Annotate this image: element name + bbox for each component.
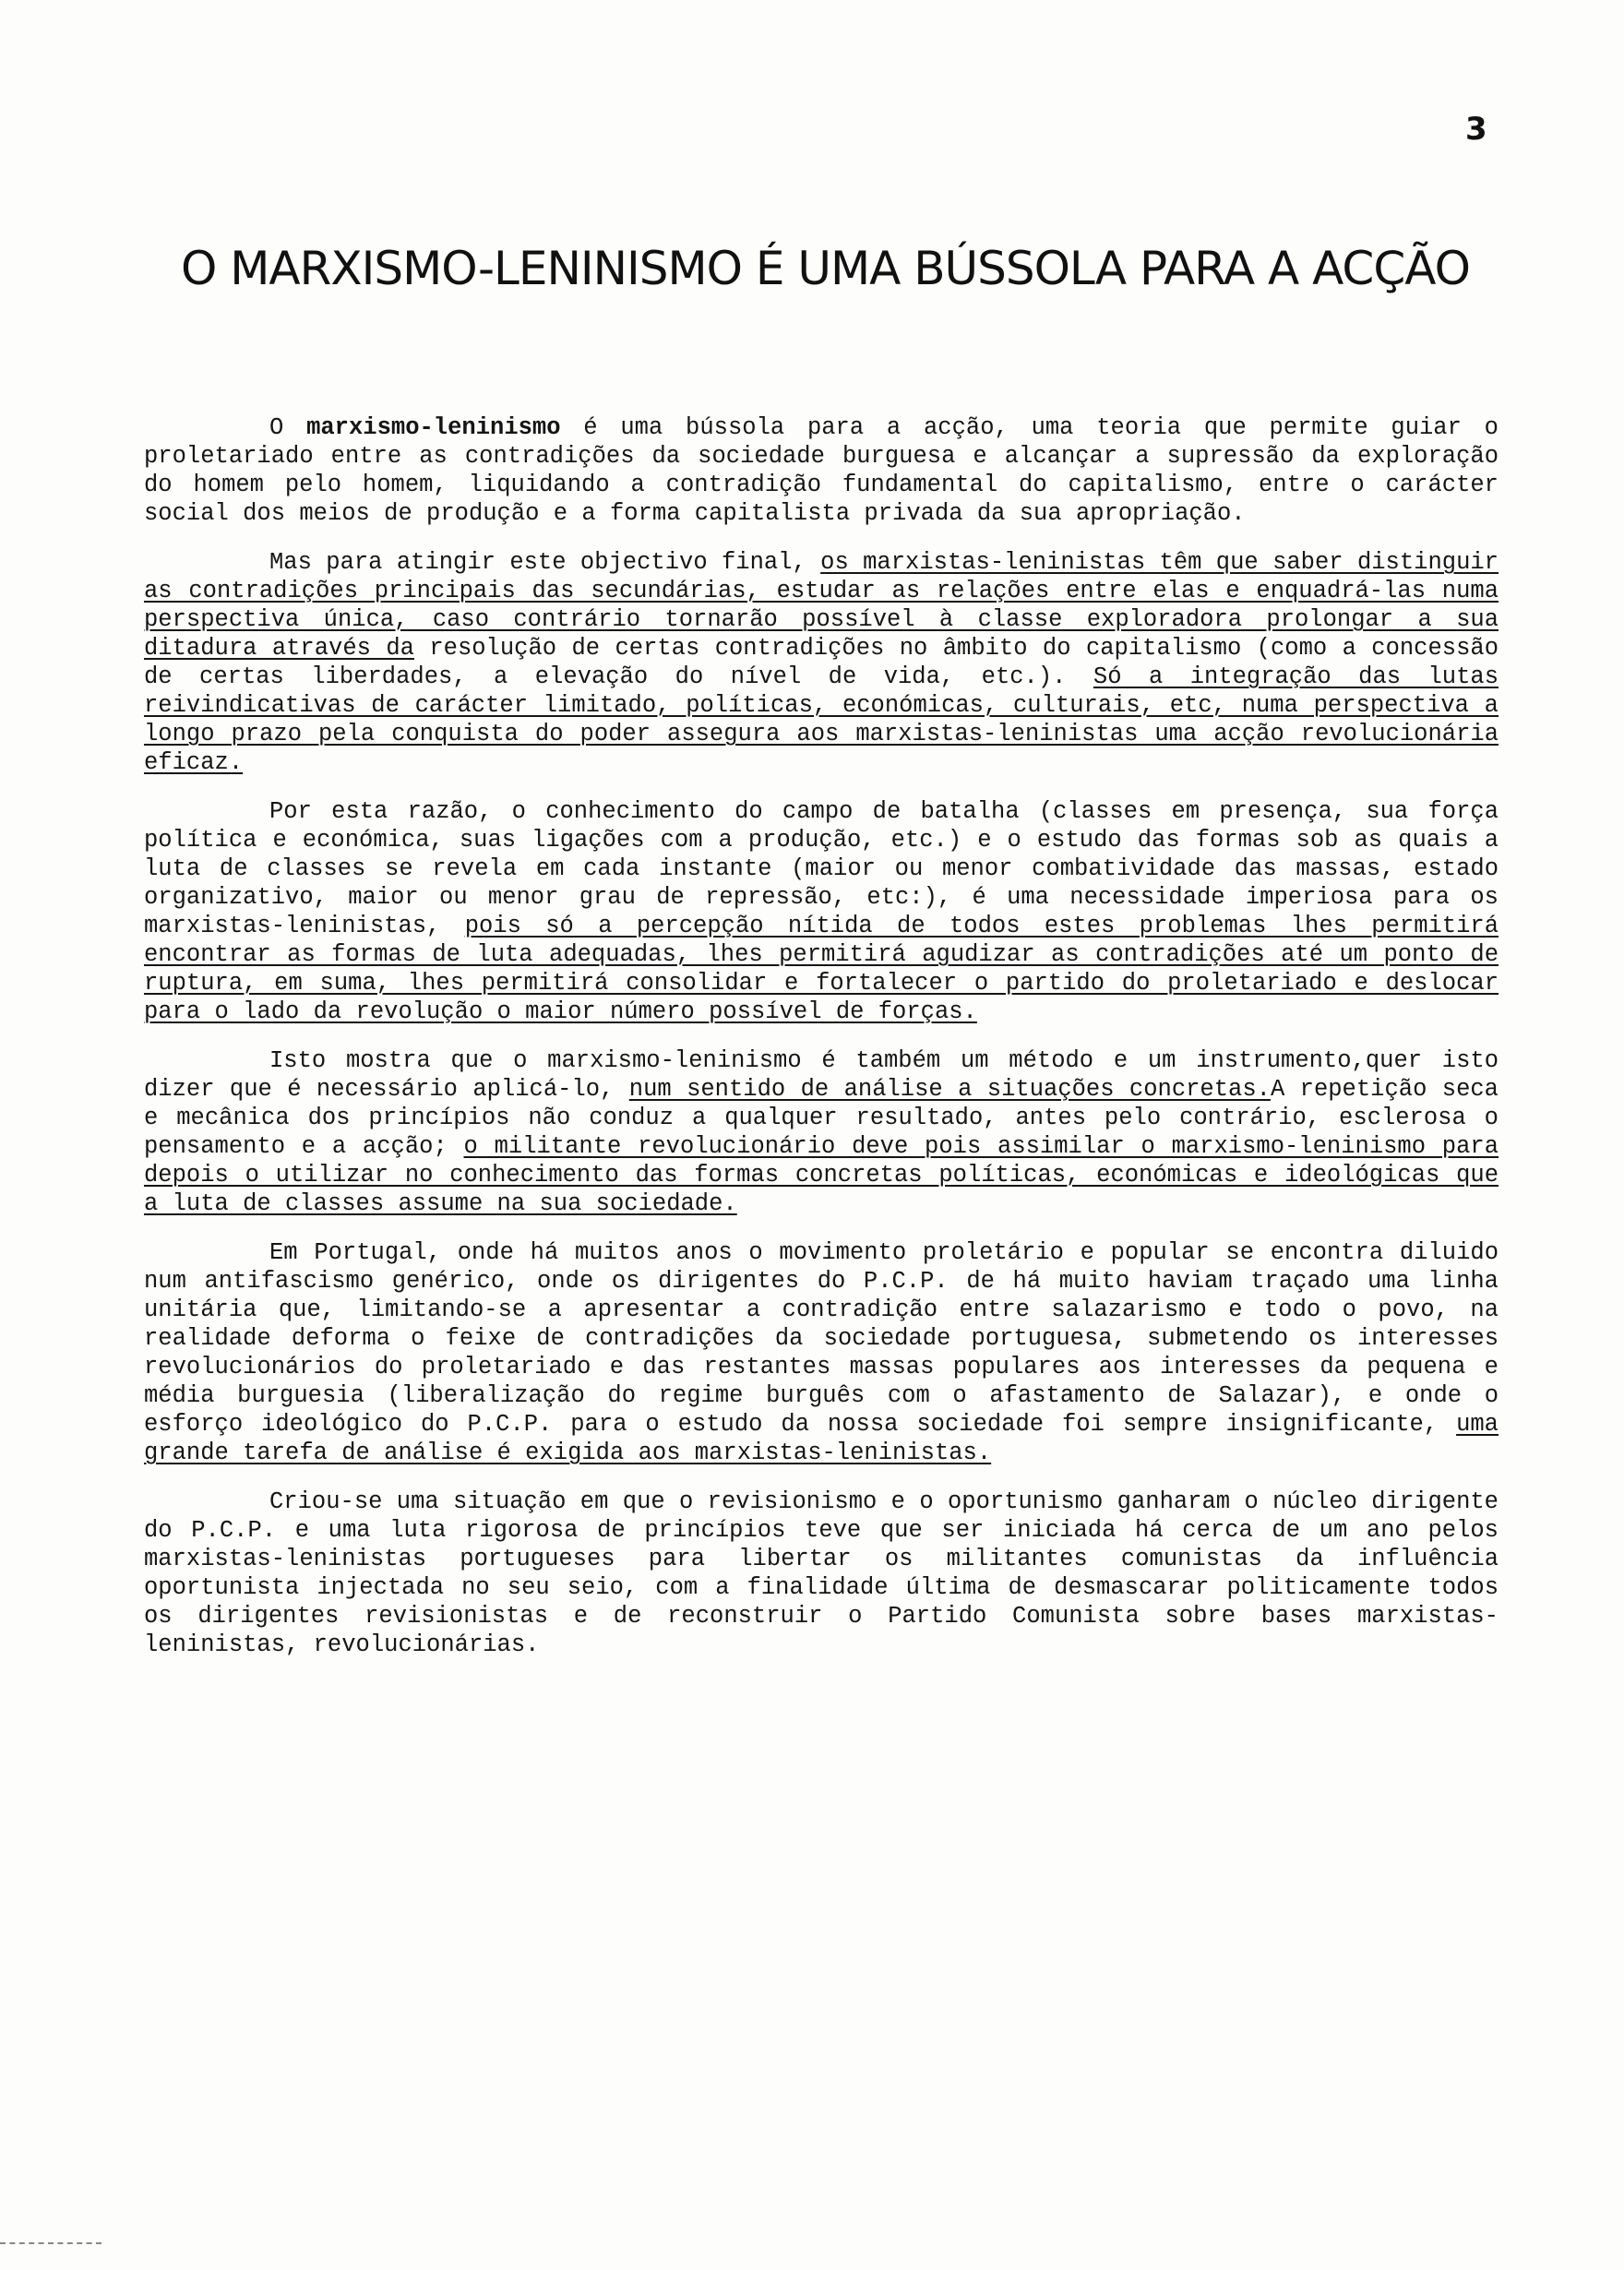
paragraph-text: Isto mostra que o marxismo-leninismo é também um método e um instrumento,quer isto dizer que é necessário aplicá-lo, [144,1047,1499,1103]
paragraph [144,1238,1499,1467]
paragraph-text: O [269,414,307,441]
underlined-text: uma grande tarefa de análise é exigida aos marxistas-leninistas. [144,1411,1499,1466]
underlined-text: Só a integração das lutas reivindicativas de carácter limitado, políticas, económicas, culturais, etc, numa perspectiva a longo prazo pela conquista do poder assegura aos marxistas-leninistas uma acção revolucionária eficaz. [144,663,1499,776]
paragraph [144,1487,1499,1659]
underlined-text: num sentido de análise a situações concretas. [628,1076,1271,1103]
article-title: O MARXISMO-LENINISMO É UMA BÚSSOLA PARA A ACÇÃO [181,242,1470,295]
paragraph [144,548,1499,777]
page-number: 3 [1465,111,1487,148]
paragraph-text: resolução de certas contradições no âmbito do capitalismo (como a concessão de certas liberdades, a elevação do nível de vida, etc.). [144,635,1499,690]
paragraph-text: Em Portugal, onde há muitos anos o movimento proletário e popular se encontra diluido num antifascismo genérico, onde os dirigentes do P.C.P. de há muito haviam traçado uma linha unitária que, limitando-se a apresentar a contradição entre salazarismo e todo o povo, na realidade deforma o feixe de contradições da sociedade portuguesa, submetendo os interesses revolucionários do proletariado e das restantes massas populares aos interesses da pequena e média burguesia (liberalização do regime burguês com o afastamento de Salazar), e onde o esforço ideológico do P.C.P. para o estudo da nossa sociedade foi sempre insignificante, [144,1239,1499,1438]
footer-rule [0,2242,102,2244]
paragraph [144,797,1499,1026]
underlined-text: pois só a percepção nítida de todos estes problemas lhes permitirá encontrar as formas de luta adequadas, lhes permitirá agudizar as contradições até um ponto de ruptura, em suma, lhes permitirá consolidar e fortalecer o partido do proletariado e deslocar para o lado da revolução o maior número possível de forças. [144,913,1499,1025]
paragraph-text: Por esta razão, o conhecimento do campo de batalha (classes em presença, sua força política e económica, suas ligações com a produção, etc.) e o estudo das formas sob as quais a luta de classes se revela em cada instante (maior ou menor combatividade das massas, estado organizativo, maior ou menor grau de repressão, etc:), é uma necessidade imperiosa para os marxistas-leninistas, [144,798,1499,939]
paragraph-text: Mas para atingir este objectivo final, [269,549,821,576]
paragraph [144,1046,1499,1218]
paragraph-text: Criou-se uma situação em que o revisionismo e o oportunismo ganharam o núcleo dirigente do P.C.P. e uma luta rigorosa de princípios teve que ser iniciada há cerca de um ano pelos marxistas-leninistas portugueses para libertar os militantes comunistas da influência oportunista injectada no seu seio, com a finalidade última de desmascarar politicamente todos os dirigentes revisionistas e de reconstruir o Partido Comunista sobre bases marxistas-leninistas, revolucionárias. [144,1488,1499,1658]
underlined-text: os marxistas-leninistas têm que saber distinguir as contradições principais das secundárias, estudar as relações entre elas e enquadrá-las numa perspectiva única, caso contrário tornarão possível à classe exploradora prolongar a sua ditadura através da [144,549,1499,662]
bold-text: marxismo-leninismo [306,414,561,441]
article-body [144,413,1499,1679]
underlined-text: o militante revolucionário deve pois assimilar o marxismo-leninismo para depois o utilizar no conhecimento das formas concretas políticas, económicas e ideológicas que a luta de classes assume na sua sociedade. [144,1133,1499,1217]
paragraph [144,413,1499,528]
paragraph-text: é uma bússola para a acção, uma teoria que permite guiar o proletariado entre as contradições da sociedade burguesa e alcançar a supressão da exploração do homem pelo homem, liquidando a contradição fundamental do capitalismo, entre o carácter social dos meios de produção e a forma capitalista privada da sua apropriação. [144,414,1499,527]
paragraph-text: A repetição seca e mecânica dos princípios não conduz a qualquer resultado, antes pelo contrário, esclerosa o pensamento e a acção; [144,1076,1499,1160]
